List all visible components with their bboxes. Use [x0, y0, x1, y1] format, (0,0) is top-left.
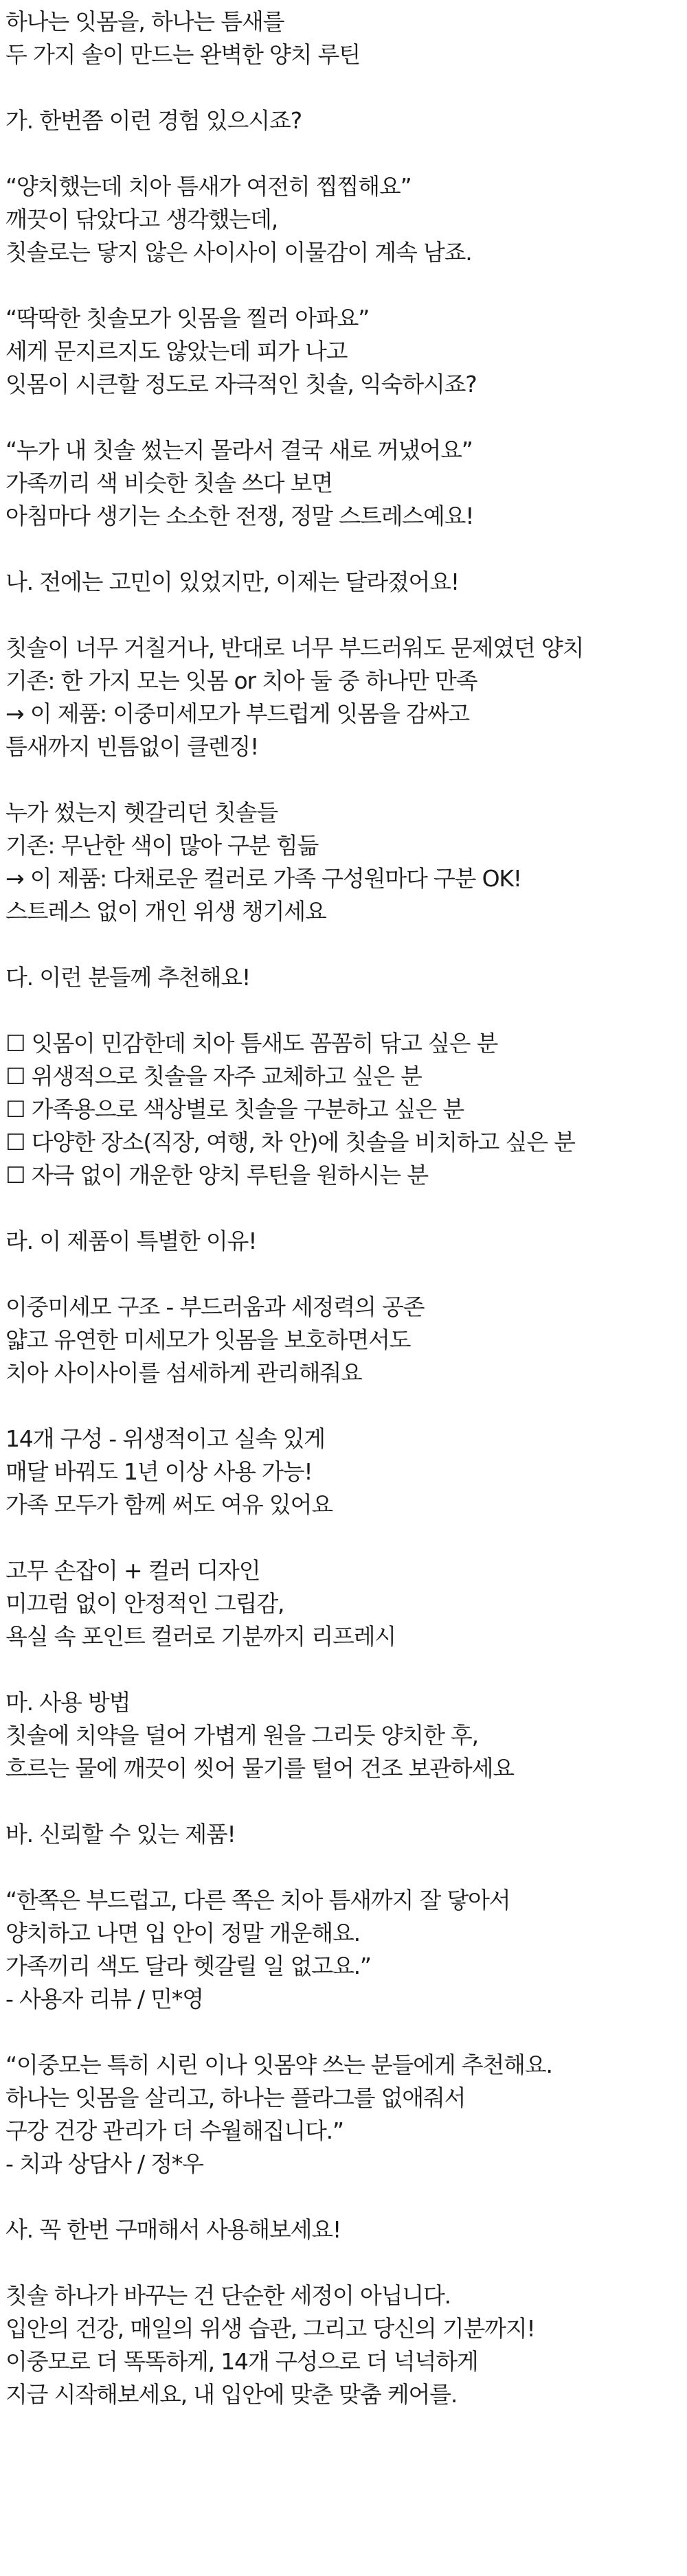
text-line: 하나는 잇몸을, 하나는 틈새를 — [5, 8, 284, 35]
text-line: “한쪽은 부드럽고, 다른 쪽은 치아 틈새까지 잘 닿아서 — [5, 1887, 510, 1913]
text-line: 나. 전에는 고민이 있었지만, 이제는 달라졌어요! — [5, 568, 459, 595]
text-line: 구강 건강 관리가 더 수월해집니다.” — [5, 2117, 344, 2144]
text-line: 치아 사이사이를 섬세하게 관리해줘요 — [5, 1359, 362, 1386]
text-line: 이중미세모 구조 - 부드러움과 세정력의 공존 — [5, 1293, 425, 1320]
text-line: 얇고 유연한 미세모가 잇몸을 보호하면서도 — [5, 1326, 411, 1353]
blank-line — [5, 994, 682, 1027]
blank-line — [5, 1521, 682, 1554]
blank-line — [5, 401, 682, 434]
text-line: - 사용자 리뷰 / 민*영 — [5, 1986, 203, 2012]
text-line: 이중모로 더 똑똑하게, 14개 구성으로 더 넉넉하게 — [5, 2348, 478, 2375]
text-line: 스트레스 없이 개인 위생 챙기세요 — [5, 898, 326, 925]
text-line: - 치과 상담사 / 정*우 — [5, 2150, 203, 2177]
text-line: → 이 제품: 다채로운 컬러로 가족 구성원마다 구분 OK! — [5, 865, 521, 892]
text-line: 칫솔 하나가 바꾸는 건 단순한 세정이 아닙니다. — [5, 2282, 451, 2309]
text-line: 매달 바꿔도 1년 이상 사용 가능! — [5, 1458, 313, 1485]
text-line: 칫솔로는 닿지 않은 사이사이 이물감이 계속 남죠. — [5, 239, 472, 266]
blank-line — [5, 2016, 682, 2049]
text-line: 입안의 건강, 매일의 위생 습관, 그리고 당신의 기분까지! — [5, 2315, 535, 2342]
blank-line — [5, 2246, 682, 2279]
text-line: “딱딱한 칫솔모가 잇몸을 찔러 아파요” — [5, 305, 370, 332]
text-line: 아침마다 생기는 소소한 전쟁, 정말 스트레스예요! — [5, 503, 474, 529]
text-line: 양치하고 나면 입 안이 정말 개운해요. — [5, 1920, 360, 1946]
text-line: 칫솔이 너무 거칠거나, 반대로 너무 부드러워도 문제였던 양치 — [5, 634, 584, 661]
blank-line — [5, 928, 682, 961]
text-line: 칫솔에 치약을 덜어 가볍게 원을 그리듯 양치한 후, — [5, 1722, 478, 1749]
text-line: 사. 꼭 한번 구매해서 사용해보세요! — [5, 2216, 341, 2243]
text-line: 하나는 잇몸을 살리고, 하나는 플라그를 없애줘서 — [5, 2084, 466, 2111]
text-line: 14개 구성 - 위생적이고 실속 있게 — [5, 1425, 325, 1452]
text-line: 기존: 무난한 색이 많아 구분 힘듦 — [5, 832, 319, 859]
blank-line — [5, 2181, 682, 2213]
text-line: 가족끼리 색도 달라 헷갈릴 일 없고요.” — [5, 1953, 371, 1979]
blank-line — [5, 1851, 682, 1884]
text-line: 바. 신뢰할 수 있는 제품! — [5, 1821, 236, 1848]
text-line: 깨끗이 닦았다고 생각했는데, — [5, 206, 278, 233]
blank-line — [5, 1390, 682, 1423]
text-line: 고무 손잡이 + 컬러 디자인 — [5, 1557, 260, 1584]
text-line: 가족 모두가 함께 써도 여유 있어요 — [5, 1491, 333, 1518]
blank-line — [5, 1258, 682, 1291]
blank-line — [5, 1192, 682, 1225]
text-line: ☐ 가족용으로 색상별로 칫솔을 구분하고 싶은 분 — [5, 1096, 464, 1123]
text-line: ☐ 자극 없이 개운한 양치 루틴을 원하시는 분 — [5, 1162, 428, 1188]
text-line: ☐ 다양한 장소(직장, 여행, 차 안)에 칫솔을 비치하고 싶은 분 — [5, 1129, 575, 1155]
text-line: 두 가지 솔이 만드는 완벽한 양치 루틴 — [5, 41, 360, 68]
text-line: 욕실 속 포인트 컬러로 기분까지 리프레시 — [5, 1623, 396, 1650]
text-line: ☐ 잇몸이 민감한데 치아 틈새도 꼼꼼히 닦고 싶은 분 — [5, 1030, 498, 1057]
text-line: 잇몸이 시큰할 정도로 자극적인 칫솔, 익숙하시죠? — [5, 371, 477, 398]
text-line: 가. 한번쯤 이런 경험 있으시죠? — [5, 107, 302, 134]
text-line: 라. 이 제품이 특별한 이유! — [5, 1228, 257, 1254]
product-description-text — [5, 5, 682, 2411]
text-line: “이중모는 특히 시린 이나 잇몸약 쓰는 분들에게 추천해요. — [5, 2051, 552, 2078]
blank-line — [5, 71, 682, 104]
text-line: “누가 내 칫솔 썼는지 몰라서 결국 새로 꺼냈어요” — [5, 437, 473, 463]
text-line: 누가 썼는지 헷갈리던 칫솔들 — [5, 799, 278, 826]
text-line: 지금 시작해보세요, 내 입안에 맞춘 맞춤 케어를. — [5, 2381, 458, 2408]
text-line: 세게 문지르지도 않았는데 피가 나고 — [5, 338, 348, 365]
text-line: 기존: 한 가지 모는 잇몸 or 치아 둘 중 하나만 만족 — [5, 667, 477, 694]
text-line: 가족끼리 색 비슷한 칫솔 쓰다 보면 — [5, 470, 333, 496]
blank-line — [5, 1785, 682, 1818]
text-line: ☐ 위생적으로 칫솔을 자주 교체하고 싶은 분 — [5, 1063, 422, 1090]
text-line: 흐르는 물에 깨끗이 씻어 물기를 털어 건조 보관하세요 — [5, 1755, 514, 1782]
text-line: 마. 사용 방법 — [5, 1689, 131, 1716]
blank-line — [5, 1653, 682, 1686]
text-line: 틈새까지 빈틈없이 클렌징! — [5, 733, 259, 760]
text-line: → 이 제품: 이중미세모가 부드럽게 잇몸을 감싸고 — [5, 700, 469, 727]
blank-line — [5, 599, 682, 632]
text-line: “양치했는데 치아 틈새가 여전히 찝찝해요” — [5, 173, 412, 200]
blank-line — [5, 533, 682, 566]
text-line: 다. 이런 분들께 추천해요! — [5, 964, 250, 991]
blank-line — [5, 137, 682, 170]
blank-line — [5, 269, 682, 302]
blank-line — [5, 763, 682, 796]
text-line: 미끄럼 없이 안정적인 그립감, — [5, 1590, 284, 1617]
